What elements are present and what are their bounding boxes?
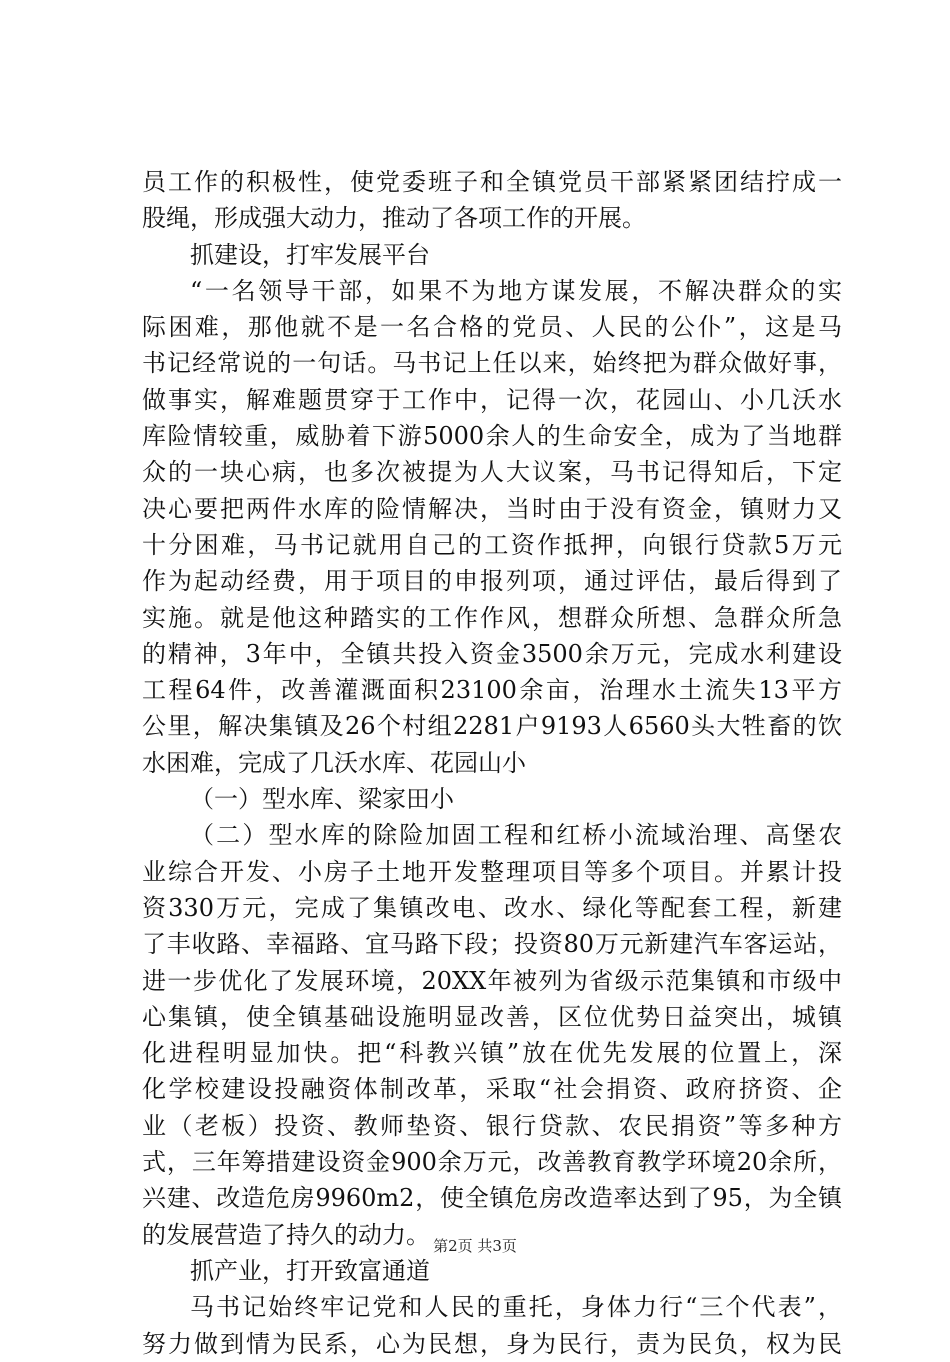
text-line: 众的一块心病，也多次被提为人大议案，马书记得知后，下定	[142, 458, 842, 487]
text-line: 进一步优化了发展环境，20XX年被列为省级示范集镇和市级中	[142, 966, 842, 995]
text-line: 际困难，那他就不是一名合格的党员、人民的公仆”，这是马	[142, 313, 842, 342]
text-line: 资330万元，完成了集镇改电、改水、绿化等配套工程，新建	[142, 893, 842, 922]
text-line: 公里，解决集镇及26个村组2281户9193人6560头大牲畜的饮	[142, 712, 842, 741]
text-line: 决心要把两件水库的险情解决，当时由于没有资金，镇财力又	[142, 494, 842, 523]
text-line: 库险情较重，威胁着下游5000余人的生命安全，成为了当地群	[142, 422, 842, 451]
text-line: 抓建设，打牢发展平台	[190, 240, 430, 269]
text-line: 兴建、改造危房9960m2，使全镇危房改造率达到了95，为全镇	[142, 1184, 842, 1213]
text-line: （一）型水库、梁家田小	[190, 785, 454, 814]
text-line: 十分困难，马书记就用自己的工资作抵押，向银行贷款5万元	[142, 530, 842, 559]
text-line: 了丰收路、幸福路、宜马路下段；投资80万元新建汽车客运站，	[142, 930, 842, 959]
text-line: （二）型水库的除险加固工程和红桥小流域治理、高堡农	[190, 821, 842, 850]
text-line: 马书记始终牢记党和人民的重托，身体力行“三个代表”，	[190, 1293, 842, 1322]
text-line: 化进程明显加快。把“科教兴镇”放在优先发展的位置上，深	[142, 1039, 842, 1068]
text-line: 的精神，3年中，全镇共投入资金3500余万元，完成水利建设	[142, 639, 842, 668]
text-line: 化学校建设投融资体制改革，采取“社会捐资、政府挤资、企	[142, 1075, 842, 1104]
text-line: 股绳，形成强大动力，推动了各项工作的开展。	[142, 204, 646, 233]
text-line: 业综合开发、小房子土地开发整理项目等多个项目。并累计投	[142, 857, 842, 886]
text-line: 抓产业，打开致富通道	[190, 1256, 430, 1285]
text-line: 实施。就是他这种踏实的工作作风，想群众所想、急群众所急	[142, 603, 842, 632]
text-line: 书记经常说的一句话。马书记上任以来，始终把为群众做好事，	[142, 349, 842, 378]
text-line: 业（老板）投资、教师垫资、银行贷款、农民捐资”等多种方	[142, 1111, 842, 1140]
text-line: 水困难，完成了几沃水库、花园山小	[142, 748, 526, 777]
page-footer: 第2页 共3页	[433, 1237, 517, 1255]
document-body	[142, 164, 842, 1362]
text-line: 作为起动经费，用于项目的申报列项，通过评估，最后得到了	[142, 567, 842, 596]
text-line: 员工作的积极性，使党委班子和全镇党员干部紧紧团结拧成一	[142, 168, 842, 196]
text-line: 工程64件，改善灌溉面积23100余亩，治理水土流失13平方	[142, 676, 842, 705]
text-line: “一名领导干部，如果不为地方谋发展，不解决群众的实	[190, 276, 842, 305]
text-line: 的发展营造了持久的动力。	[142, 1220, 430, 1249]
text-line: 努力做到情为民系，心为民想，身为民行，责为民负，权为民	[142, 1329, 842, 1358]
text-line: 做事实，解难题贯穿于工作中，记得一次，花园山、小几沃水	[142, 385, 842, 414]
text-line: 式，三年筹措建设资金900余万元，改善教育教学环境20余所，	[142, 1148, 842, 1177]
text-line: 心集镇，使全镇基础设施明显改善，区位优势日益突出，城镇	[142, 1002, 842, 1031]
